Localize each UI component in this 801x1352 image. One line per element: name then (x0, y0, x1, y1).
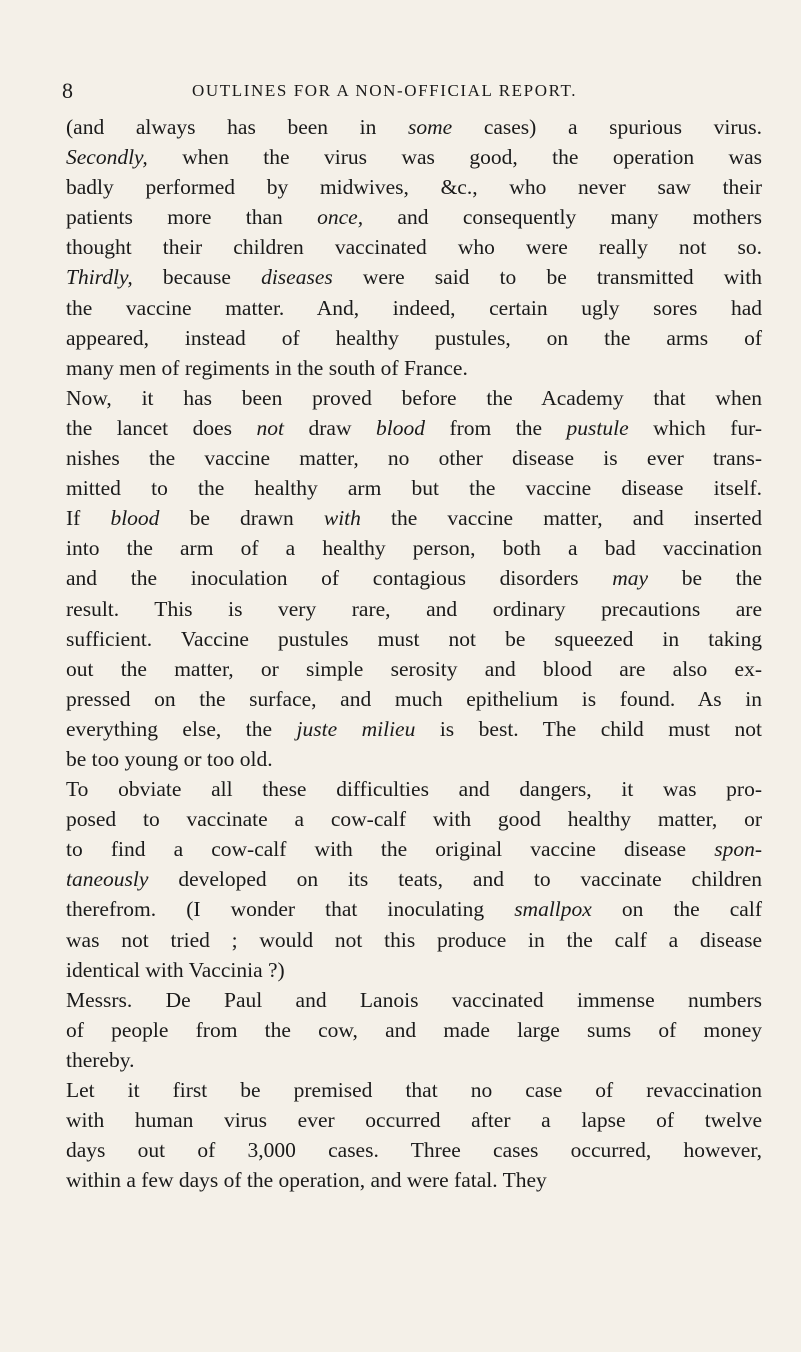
text-line (66, 804, 762, 834)
text-line (66, 744, 762, 774)
text-run: Now, it has been proved before the Academy that when (66, 385, 762, 410)
text-line (66, 503, 762, 533)
text-run: because (132, 265, 262, 290)
text-run: sufficient. Vaccine pustules must not be squeezed in taking (66, 626, 762, 651)
text-line (66, 353, 762, 383)
text-line (66, 112, 762, 142)
text-run: the lancet does (66, 415, 257, 440)
body-text (66, 112, 762, 1195)
text-run: result. This is very rare, and ordinary precautions are (66, 596, 762, 621)
italic-text: Secondly, (66, 145, 148, 170)
text-run: and the inoculation of contagious disorders (66, 566, 613, 591)
text-run: be the (648, 566, 762, 591)
text-run: pressed on the surface, and much epithelium is found. As in (66, 686, 762, 711)
italic-text: some (408, 115, 453, 139)
italic-text: not (256, 415, 284, 440)
text-run: be drawn (159, 506, 324, 531)
italic-text: smallpox (514, 897, 592, 922)
italic-text: blood (110, 506, 160, 531)
text-line (66, 443, 762, 473)
text-run: Let it first be premised that no case of revaccination (66, 1078, 762, 1102)
text-line (66, 834, 762, 864)
text-line (66, 894, 762, 924)
text-run: with human virus ever occurred after a lapse of twelve (66, 1108, 762, 1133)
italic-text: juste milieu (296, 716, 416, 741)
text-run: appeared, instead of healthy pustules, on the arms of (66, 325, 762, 350)
text-line (66, 563, 762, 593)
text-run: to find a cow-calf with the original vaccine disease (66, 837, 715, 862)
text-run: on the calf (591, 897, 762, 922)
italic-text: spon- (714, 837, 762, 862)
text-line (66, 654, 762, 684)
text-line (66, 985, 762, 1015)
text-line (66, 1075, 762, 1105)
text-line (66, 714, 762, 744)
text-run: which fur- (628, 415, 763, 440)
text-run: into the arm of a healthy person, both a bad vaccination (66, 536, 762, 561)
text-line (66, 864, 762, 894)
text-run: the vaccine matter, and inserted (360, 506, 762, 531)
text-line (66, 1045, 762, 1075)
text-line (66, 533, 762, 563)
italic-text: diseases (261, 265, 333, 290)
text-run: thought their children vaccinated who were really not so. (66, 235, 762, 260)
page-number: 8 (62, 78, 74, 103)
text-run: out the matter, or simple serosity and blood are also ex- (66, 656, 762, 681)
text-run: posed to vaccinate a cow-calf with good healthy matter, or (66, 807, 762, 832)
text-run: were said to be transmitted with (332, 265, 762, 290)
text-line (66, 473, 762, 503)
text-run: developed on its teats, and to vaccinate children (148, 867, 762, 892)
text-run: nishes the vaccine matter, no other disease is ever trans- (66, 446, 762, 471)
text-run: Messrs. De Paul and Lanois vaccinated immense numbers (66, 987, 762, 1012)
text-line (66, 774, 762, 804)
text-line (66, 202, 762, 232)
text-run: patients more than (66, 205, 318, 230)
text-line (66, 1165, 762, 1195)
text-line (66, 1015, 762, 1045)
text-run: many men of regiments in the south of France. (66, 355, 468, 380)
text-line (66, 293, 762, 323)
text-line (66, 323, 762, 353)
italic-text: Thirdly, (66, 265, 133, 290)
text-run: To obviate all these difficulties and dangers, it was pro- (66, 777, 762, 802)
text-line (66, 232, 762, 262)
text-run: days out of 3,000 cases. Three cases occurred, however, (66, 1138, 762, 1163)
text-line (66, 955, 762, 985)
text-line (66, 142, 762, 172)
text-line (66, 624, 762, 654)
italic-text: once, (317, 205, 364, 230)
text-line (66, 172, 762, 202)
text-run: mitted to the healthy arm but the vaccine disease itself. (66, 476, 762, 501)
text-run: thereby. (66, 1047, 135, 1072)
text-run: badly performed by midwives, &c., who never saw their (66, 175, 762, 200)
text-run: of people from the cow, and made large sums of money (66, 1017, 762, 1042)
text-run: identical with Vaccinia ?) (66, 957, 285, 982)
italic-text: taneously (66, 867, 149, 892)
text-run: draw (284, 415, 376, 440)
text-run: when the virus was good, the operation was (147, 145, 762, 170)
text-run: was not tried ; would not this produce in the calf a disease (66, 927, 762, 952)
italic-text: may (612, 566, 649, 591)
text-run: be too young or too old. (66, 746, 273, 771)
italic-text: blood (375, 415, 425, 440)
text-run: (and always has been in (66, 115, 408, 139)
text-run: is best. The child must not (415, 716, 762, 741)
text-run: within a few days of the operation, and were fatal. They (66, 1168, 547, 1193)
text-run: If (66, 506, 111, 531)
text-run: cases) a spurious virus. (452, 115, 762, 139)
text-run: therefrom. (I wonder that inoculating (66, 897, 515, 922)
text-line (66, 925, 762, 955)
text-run: and consequently many mothers (363, 205, 762, 230)
text-run: the vaccine matter. And, indeed, certain ugly sores had (66, 295, 762, 320)
italic-text: pustule (566, 415, 629, 440)
text-line (66, 383, 762, 413)
text-line (66, 594, 762, 624)
text-run: everything else, the (66, 716, 297, 741)
page-header (62, 78, 762, 108)
italic-text: with (323, 506, 361, 531)
text-line (66, 684, 762, 714)
text-run: from the (424, 415, 567, 440)
text-line (66, 413, 762, 443)
text-line (66, 262, 762, 292)
running-head: OUTLINES FOR A NON-OFFICIAL REPORT. (192, 81, 578, 100)
text-line (66, 1105, 762, 1135)
text-line (66, 1135, 762, 1165)
